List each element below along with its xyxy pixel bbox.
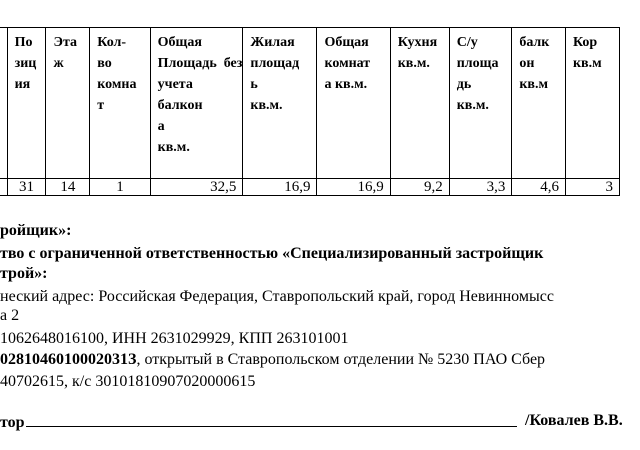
table-cell: 3,3 [449,179,512,196]
legal-address-cont: а 2 [0,307,20,324]
bank-account-line [0,351,545,369]
legal-address: неский адрес: Российская Федерация, Ставропольский край, город Невинномысс [0,288,554,305]
registration-numbers: 1062648016100, ИНН 2631029929, КПП 263101001 [0,330,349,347]
header-kitchen: Кухня кв.м. [390,28,449,179]
header-living-area: Жилая площад ь кв.м. [243,28,317,179]
header-floor: Эта ж [46,28,90,179]
header-rooms: Кол- во комна т [90,28,150,179]
bank-info: , открытый в Ставропольском отделении № 5230 ПАО Сбер [136,351,546,368]
table-cell: 32,5 [150,179,243,196]
table-cell: 3 [565,179,619,196]
header-room-area: Общая комнат а кв.м. [317,28,390,179]
table-cell: 16,9 [317,179,390,196]
company-name-cont: трой»: [0,265,48,282]
header-bathroom: С/у площа дь кв.м. [449,28,512,179]
table-cell: 14 [46,179,90,196]
table-cell: 1 [90,179,150,196]
signature-underline [26,412,517,427]
signature-label: тор [0,414,25,431]
signature-line [0,412,517,432]
account-number: 0281046010002031З [0,351,137,368]
developer-heading: ройщик»: [0,222,72,239]
table-cell: 4,6 [512,179,566,196]
header-position: По зиц ия [7,28,46,179]
header-corridor: Кор кв.м [565,28,619,179]
company-name: тво с ограниченной ответственностью «Специализированный застройщик [0,245,544,262]
header-balcony: балк он кв.м [512,28,566,179]
header-total-area: Общая Площадь без учета балкон а кв.м. [150,28,243,179]
table-cell: 16,9 [243,179,317,196]
signatory-name: /Ковалев В.В. [525,412,623,429]
corr-account: 40702615, к/с 30101810907020000615 [0,373,256,390]
table-cell: 9,2 [390,179,449,196]
table-cell: 31 [7,179,46,196]
